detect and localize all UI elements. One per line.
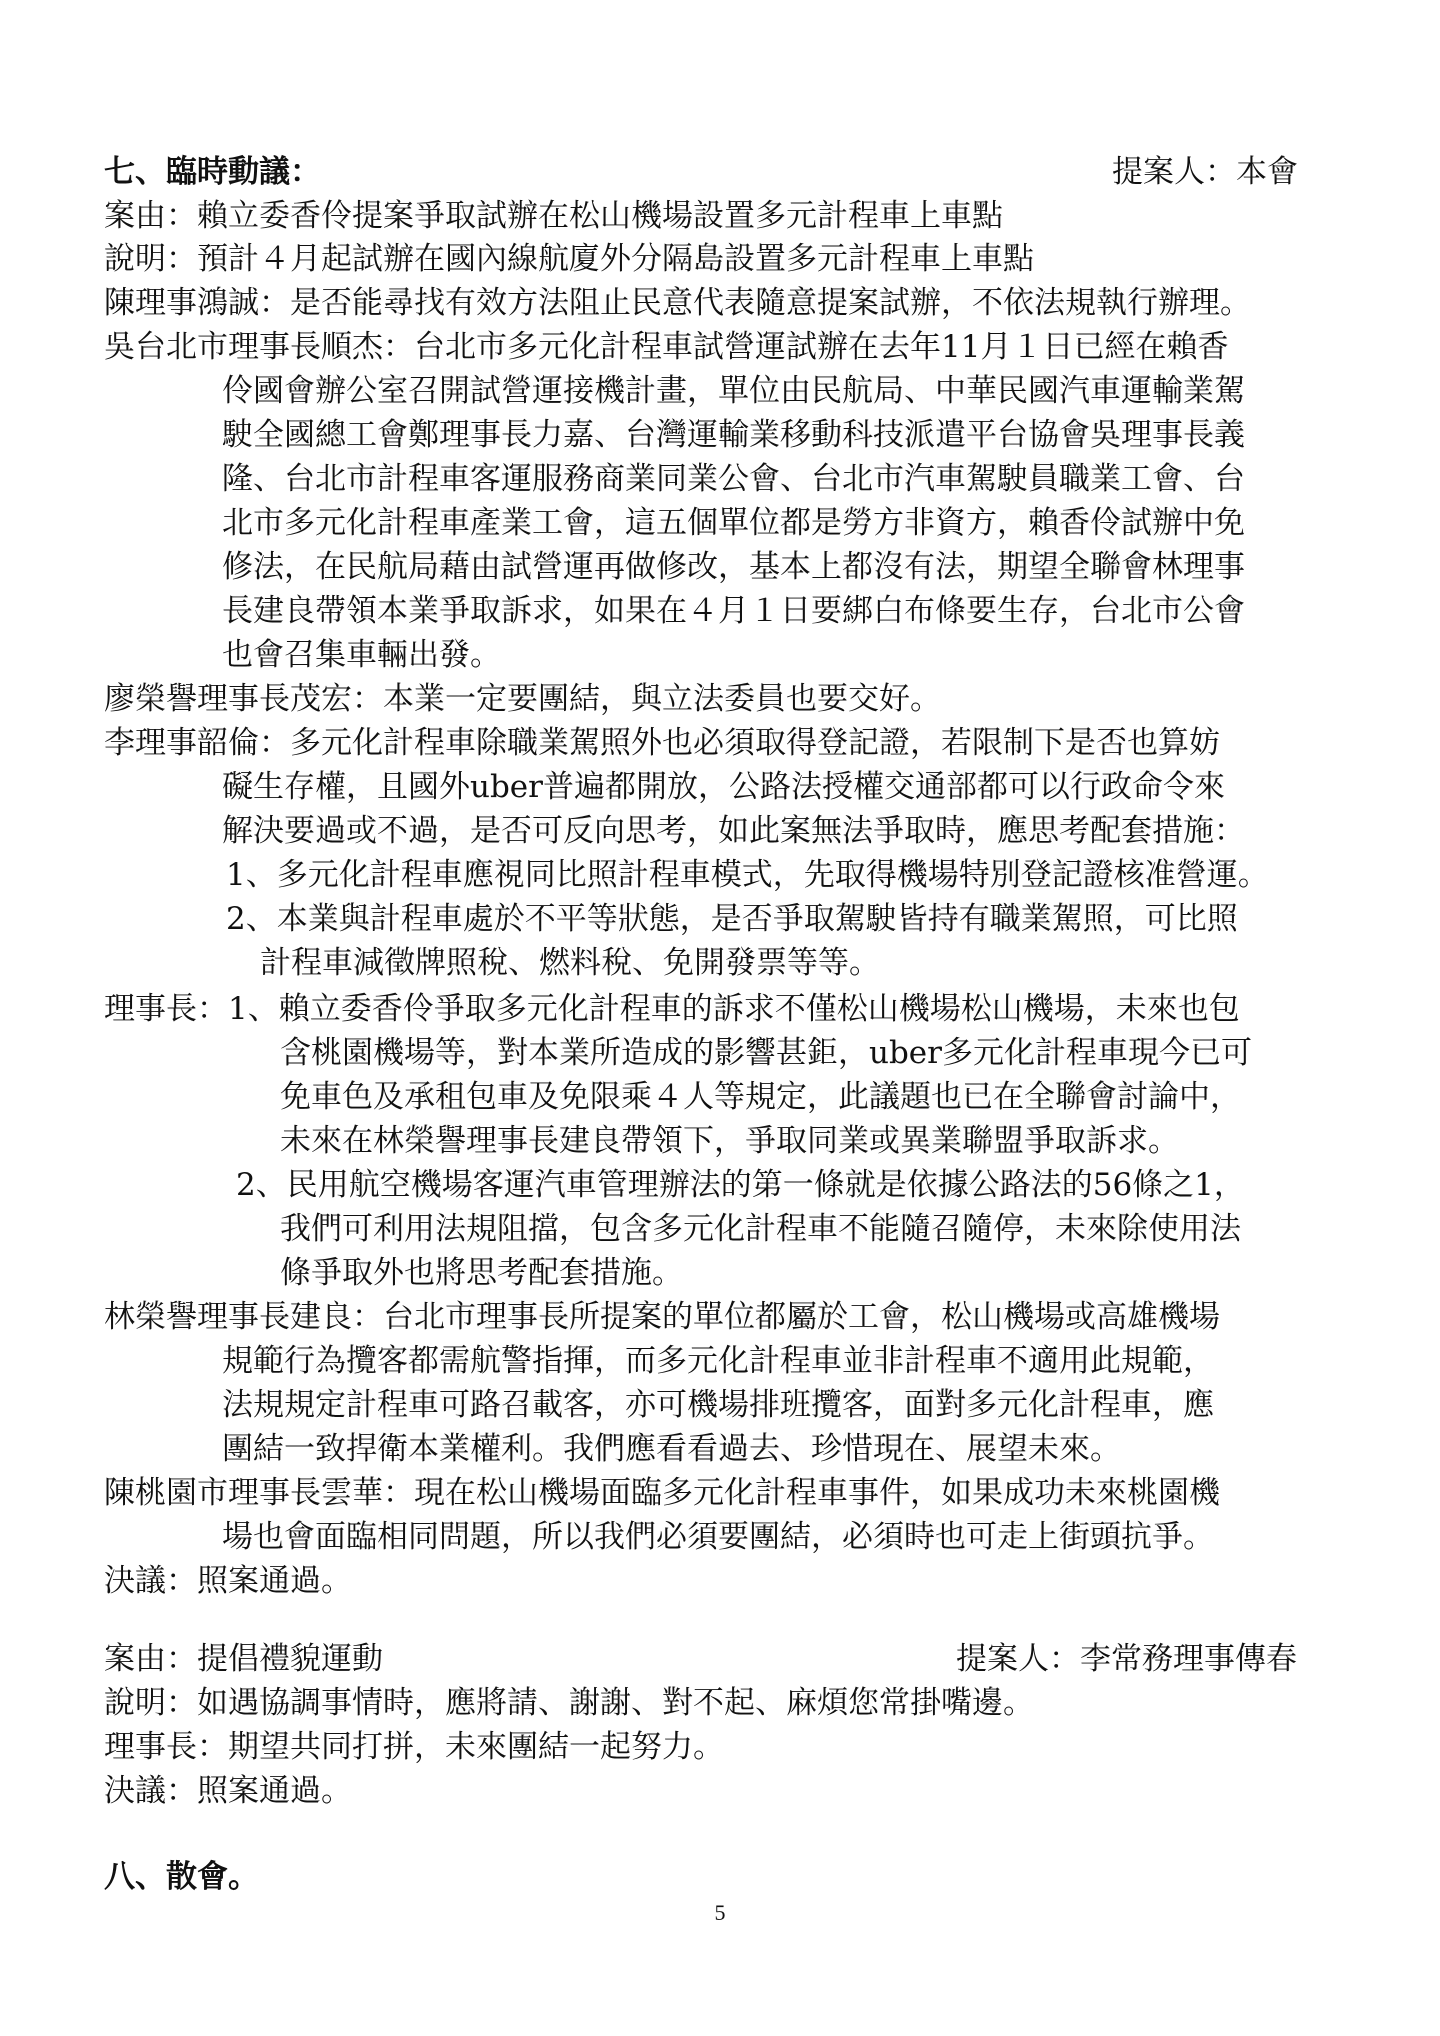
item1-wu-line: 長建良帶領本業爭取訴求，如果在４月１日要綁白布條要生存，台北市公會 [222, 593, 1245, 629]
item1-lin-line: 法規規定計程車可路召載客，亦可機場排班攬客，面對多元化計程車，應 [222, 1387, 1214, 1423]
item1-wu-line: 駛全國總工會鄭理事長力嘉、台灣運輸業移動科技派遣平台協會吳理事長義 [222, 417, 1245, 453]
section8-heading: 八、散會。 [104, 1859, 259, 1895]
item1-li-line: 礙生存權，且國外uber普遍都開放，公路法授權交通部都可以行政命令來 [222, 769, 1225, 805]
item1-reason: 案由：賴立委香伶提案爭取試辦在松山機場設置多元計程車上車點 [104, 198, 1003, 234]
item1-chair-line: 我們可利用法規阻擋，包含多元化計程車不能隨召隨停，未來除使用法 [280, 1211, 1241, 1247]
item1-chair-line: 條爭取外也將思考配套措施。 [280, 1255, 683, 1291]
item1-wu-line: 伶國會辦公室召開試營運接機計畫，單位由民航局、中華民國汽車運輸業駕 [222, 373, 1245, 409]
item1-chen-director: 陳理事鴻誠：是否能尋找有效方法阻止民意代表隨意提案試辦，不依法規執行辦理。 [104, 285, 1251, 321]
item1-wu-line: 也會召集車輛出發。 [222, 637, 501, 673]
item2-proposer: 提案人：李常務理事傳春 [956, 1641, 1297, 1677]
item2-chair: 理事長：期望共同打拼，未來團結一起努力。 [104, 1729, 724, 1765]
item1-explanation: 說明：預計４月起試辦在國內線航廈外分隔島設置多元計程車上車點 [104, 241, 1034, 277]
item1-wu-line: 吳台北市理事長順杰：台北市多元化計程車試營運試辦在去年11月１日已經在賴香 [104, 329, 1229, 365]
item1-chen-taoyuan-line: 場也會面臨相同問題，所以我們必須要團結，必須時也可走上街頭抗爭。 [222, 1519, 1214, 1555]
item1-chair-line: 理事長：1、賴立委香伶爭取多元化計程車的訴求不僅松山機場松山機場，未來也包 [104, 991, 1240, 1027]
item1-chair-line: 未來在林榮譽理事長建良帶領下，爭取同業或異業聯盟爭取訴求。 [280, 1123, 1179, 1159]
item2-explanation: 說明：如遇協調事情時，應將請、謝謝、對不起、麻煩您常掛嘴邊。 [104, 1685, 1034, 1721]
item1-chair-line: 2、民用航空機場客運汽車管理辦法的第一條就是依據公路法的56條之1， [236, 1167, 1245, 1203]
item1-li-line: 計程車減徵牌照稅、燃料稅、免開發票等等。 [260, 945, 880, 981]
item1-resolution: 決議：照案通過。 [104, 1563, 352, 1599]
item1-li-line: 解決要過或不過，是否可反向思考，如此案無法爭取時，應思考配套措施： [222, 813, 1245, 849]
page-number: 5 [714, 1900, 726, 1925]
item1-liao: 廖榮譽理事長茂宏：本業一定要團結，與立法委員也要交好。 [104, 681, 941, 717]
item1-wu-line: 隆、台北市計程車客運服務商業同業公會、台北市汽車駕駛員職業工會、台 [222, 461, 1245, 497]
item2-resolution: 決議：照案通過。 [104, 1773, 352, 1809]
item1-lin-line: 林榮譽理事長建良：台北市理事長所提案的單位都屬於工會，松山機場或高雄機場 [104, 1299, 1220, 1335]
item1-chen-taoyuan-line: 陳桃園市理事長雲華：現在松山機場面臨多元化計程車事件，如果成功未來桃園機 [104, 1475, 1220, 1511]
section7-proposer: 提案人：本會 [1112, 154, 1298, 190]
item1-chair-line: 免車色及承租包車及免限乘４人等規定，此議題也已在全聯會討論中， [280, 1079, 1241, 1115]
section7-heading: 七、臨時動議： [104, 154, 321, 190]
item1-li-line: 李理事韶倫：多元化計程車除職業駕照外也必須取得登記證，若限制下是否也算妨 [104, 725, 1220, 761]
item1-wu-line: 北市多元化計程車產業工會，這五個單位都是勞方非資方，賴香伶試辦中免 [222, 505, 1245, 541]
item2-reason: 案由：提倡禮貌運動 [104, 1641, 383, 1677]
item1-chair-line: 含桃園機場等，對本業所造成的影響甚鉅，uber多元化計程車現今已可 [280, 1035, 1252, 1071]
item1-lin-line: 規範行為攬客都需航警指揮，而多元化計程車並非計程車不適用此規範， [222, 1343, 1214, 1379]
item1-wu-line: 修法，在民航局藉由試營運再做修改，基本上都沒有法，期望全聯會林理事 [222, 549, 1245, 585]
item1-li-line: 1、多元化計程車應視同比照計程車模式，先取得機場特別登記證核准營運。 [226, 857, 1269, 893]
item1-li-line: 2、本業與計程車處於不平等狀態，是否爭取駕駛皆持有職業駕照，可比照 [226, 901, 1238, 937]
item1-lin-line: 團結一致捍衛本業權利。我們應看看過去、珍惜現在、展望未來。 [222, 1431, 1121, 1467]
